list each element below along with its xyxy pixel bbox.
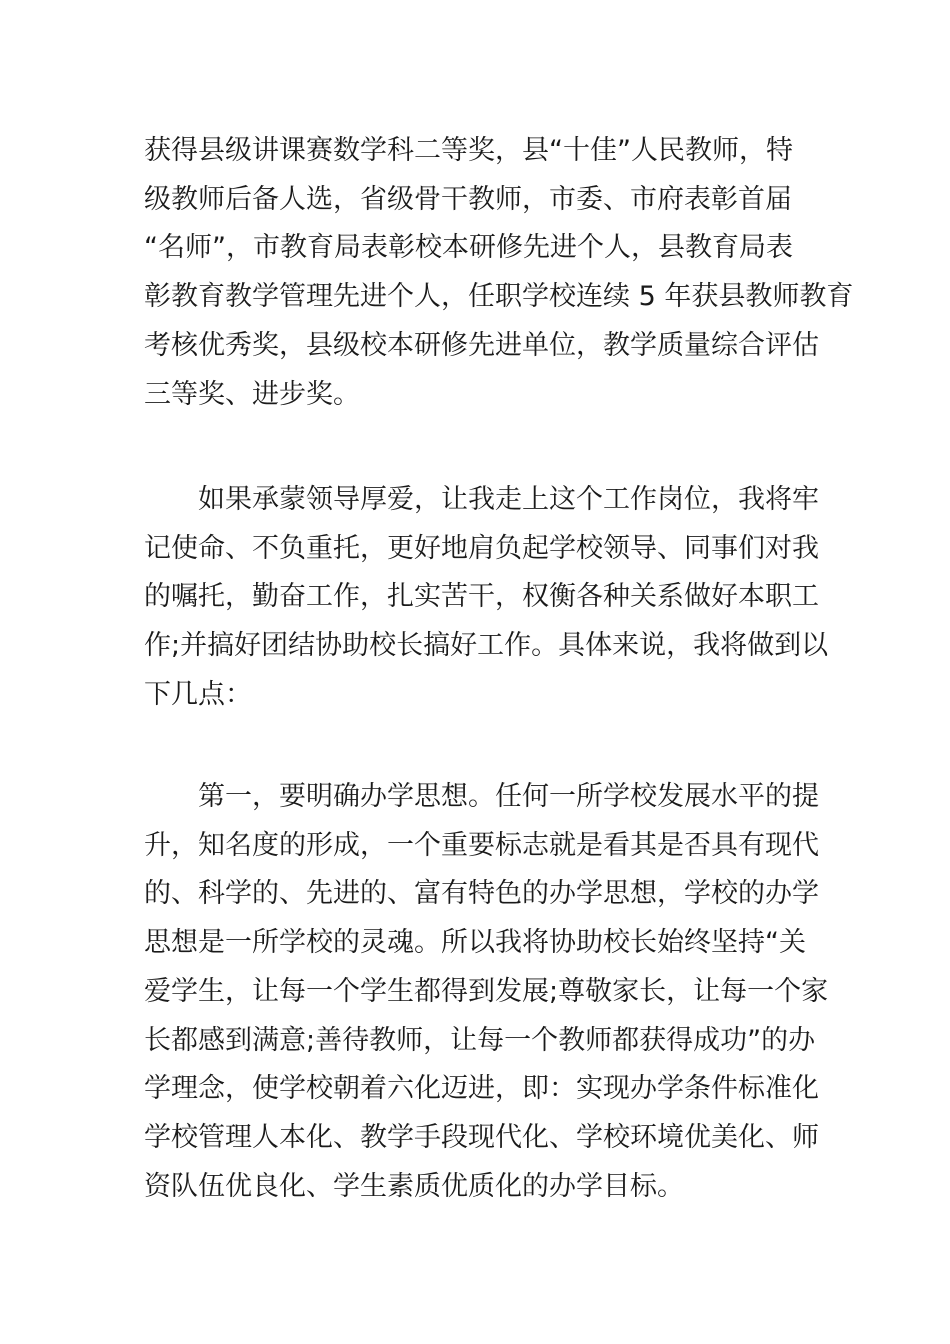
- text-line: 作;并搞好团结协助校长搞好工作。具体来说，我将做到以: [144, 630, 829, 662]
- text-line: 升，知名度的形成，一个重要标志就是看其是否具有现代: [144, 829, 819, 861]
- paragraph-honors: [144, 127, 854, 419]
- text-line: 资队伍优良化、学生素质优质化的办学目标。: [144, 1170, 684, 1202]
- text-line: 如果承蒙领导厚爱，让我走上这个工作岗位，我将牢: [198, 484, 819, 515]
- text-line: 学理念，使学校朝着六化迈进，即：实现办学条件标准化: [144, 1073, 819, 1105]
- text-line: 爱学生，让每一个学生都得到发展;尊敬家长，让每一个家: [144, 975, 829, 1007]
- text-line: 的嘱托，勤奋工作，扎实苦干，权衡各种关系做好本职工: [144, 581, 819, 613]
- text-line: 的、科学的、先进的、富有特色的办学思想，学校的办学: [144, 878, 819, 910]
- text-line: 记使命、不负重托，更好地肩负起学校领导、同事们对我: [144, 532, 819, 564]
- text-line: 下几点：: [144, 678, 252, 710]
- text-line: “名师”，市教育局表彰校本研修先进个人，县教育局表: [144, 232, 793, 264]
- text-line: 考核优秀奖，县级校本研修先进单位，教学质量综合评估: [144, 329, 819, 361]
- paragraph-commitment: [144, 476, 829, 720]
- text-line: 第一，要明确办学思想。任何一所学校发展水平的提: [198, 781, 819, 812]
- text-line: 思想是一所学校的灵魂。所以我将协助校长始终坚持“关: [144, 927, 806, 959]
- paragraph-school-philosophy: [144, 773, 829, 1211]
- text-line: 获得县级讲课赛数学科二等奖，县“十佳”人民教师，特: [144, 135, 793, 166]
- text-line: 学校管理人本化、教学手段现代化、学校环境优美化、师: [144, 1121, 819, 1153]
- text-line: 彰教育教学管理先进个人，任职学校连续 5 年获县教师教育: [144, 281, 854, 313]
- text-line: 三等奖、进步奖。: [144, 378, 360, 410]
- text-line: 长都感到满意;善待教师，让每一个教师都获得成功”的办: [144, 1024, 816, 1056]
- text-line: 级教师后备人选，省级骨干教师，市委、市府表彰首届: [144, 183, 792, 215]
